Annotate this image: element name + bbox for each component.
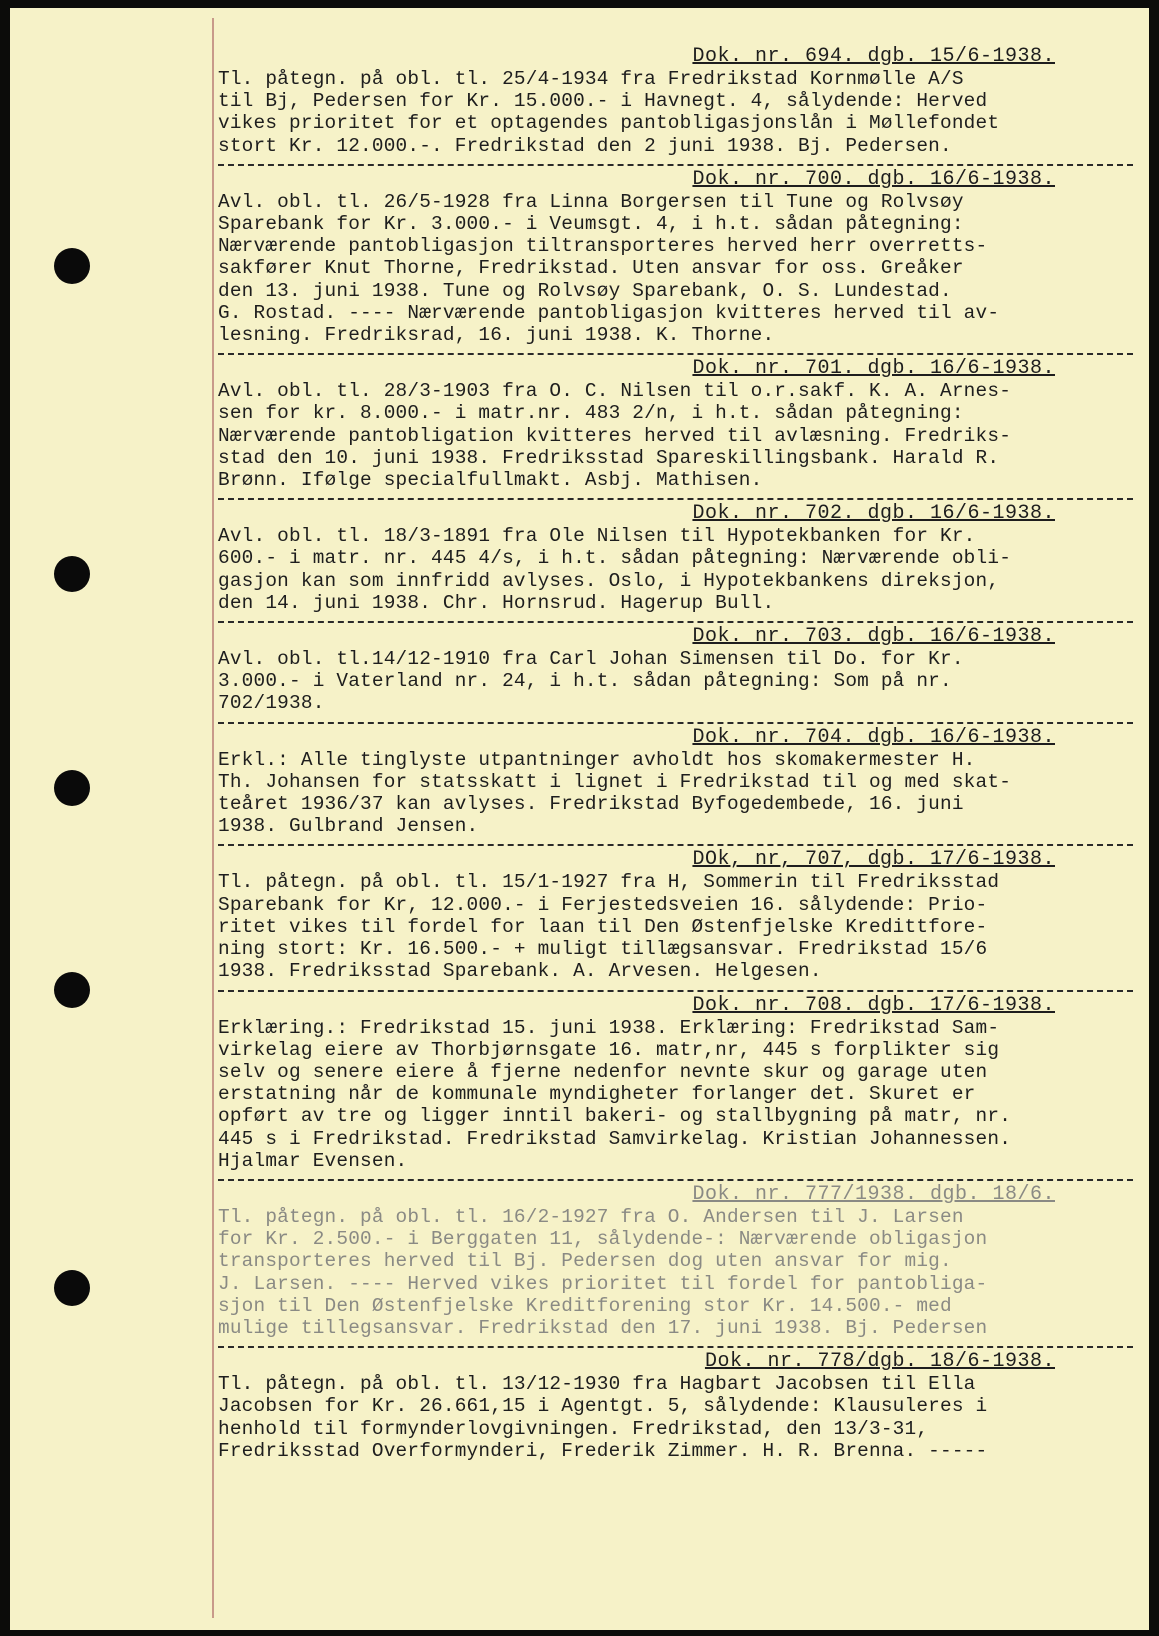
- entry-line: vikes prioritet for et optagendes pantobligasjonslån i Møllefondet: [218, 112, 1000, 135]
- entry-line: 702/1938.: [218, 692, 325, 715]
- entry-line: for Kr. 2.500.- i Berggaten 11, sålydende-: Nærværende obligasjon: [218, 1228, 988, 1251]
- document-entry-faded: [218, 1184, 1133, 1348]
- entry-line: ning stort: Kr. 16.500.- + muligt tillægsansvar. Fredrikstad 15/6: [218, 938, 988, 961]
- divider: [218, 1346, 1133, 1348]
- entry-line: 600.- i matr. nr. 445 4/s, i h.t. sådan påtegning: Nærværende obli-: [218, 547, 1012, 570]
- entry-line: den 14. juni 1938. Chr. Hornsrud. Hagerup Bull.: [218, 591, 775, 614]
- divider: [218, 844, 1133, 846]
- entry-line: Erkl.: Alle tinglyste utpantninger avholdt hos skomakermester H.: [218, 748, 976, 771]
- entry-line: opført av tre og ligger inntil bakeri- og stallbygning på matr, nr.: [218, 1105, 1012, 1128]
- entry-line: 1938. Fredriksstad Sparebank. A. Arvesen. Helgesen.: [218, 960, 822, 983]
- entry-line: Hjalmar Evensen.: [218, 1149, 408, 1172]
- entry-line: 3.000.- i Vaterland nr. 24, i h.t. sådan påtegning: Som på nr.: [218, 670, 952, 693]
- entry-heading: Dok. nr. 708. dgb. 17/6-1938.: [692, 993, 1055, 1017]
- entry-line: Sparebank for Kr, 12.000.- i Ferjestedsveien 16. sålydende: Prio-: [218, 893, 988, 916]
- document-entry: [218, 503, 1133, 623]
- entry-line: til Bj, Pedersen for Kr. 15.000.- i Havnegt. 4, sålydende: Herved: [218, 90, 988, 113]
- entry-line: Avl. obl. tl. 28/3-1903 fra O. C. Nilsen til o.r.sakf. K. A. Arnes-: [218, 380, 1012, 403]
- entry-line: sjon til Den Østenfjelske Kreditforening stor Kr. 14.500.- med: [218, 1294, 952, 1317]
- entry-line: J. Larsen. ---- Herved vikes prioritet til fordel for pantobliga-: [218, 1272, 988, 1295]
- divider: [218, 990, 1133, 992]
- entry-heading: Dok. nr. 703. dgb. 16/6-1938.: [692, 625, 1055, 649]
- entry-line: sen for kr. 8.000.- i matr.nr. 483 2/n, i h.t. sådan påtegning:: [218, 402, 964, 425]
- entry-line: transporteres herved til Bj. Pedersen dog uten ansvar for mig.: [218, 1250, 952, 1273]
- entry-heading: Dok. nr. 704. dgb. 16/6-1938.: [692, 725, 1055, 749]
- divider: [218, 164, 1133, 166]
- document-entry: [218, 358, 1133, 500]
- punch-hole: [54, 248, 90, 284]
- entry-heading: Dok. nr. 702. dgb. 16/6-1938.: [692, 502, 1055, 526]
- entry-heading: DOk, nr, 707, dgb. 17/6-1938.: [692, 848, 1055, 872]
- entry-heading: Dok. nr. 778/dgb. 18/6-1938.: [704, 1350, 1055, 1374]
- document-entry: [218, 1351, 1133, 1462]
- entry-heading: Dok. nr. 694. dgb. 15/6-1938.: [692, 45, 1055, 68]
- entry-heading: Dok. nr. 700. dgb. 16/6-1938.: [692, 167, 1055, 191]
- entry-line: henhold til formynderlovgivningen. Fredrikstad, den 13/3-31,: [218, 1417, 929, 1440]
- entry-line: erstatning når de kommunale myndigheter forlanger det. Skuret er: [218, 1083, 976, 1106]
- divider: [218, 621, 1133, 623]
- entry-line: Avl. obl. tl.14/12-1910 fra Carl Johan Simensen til Do. for Kr.: [218, 648, 964, 671]
- divider: [218, 353, 1133, 355]
- entry-line: Brønn. Ifølge specialfullmakt. Asbj. Mathisen.: [218, 469, 763, 492]
- entry-heading: Dok. nr. 777/1938. dgb. 18/6.: [692, 1182, 1055, 1206]
- entry-line: Avl. obl. tl. 18/3-1891 fra Ole Nilsen til Hypotekbanken for Kr.: [218, 525, 976, 548]
- entry-line: selv og senere eiere å fjerne nedenfor nevnte skur og garage uten: [218, 1060, 988, 1083]
- entry-line: virkelag eiere av Thorbjørnsgate 16. matr,nr, 445 s forplikter sig: [218, 1038, 1000, 1061]
- entry-line: mulige tillegsansvar. Fredrikstad den 17. juni 1938. Bj. Pedersen: [218, 1316, 988, 1339]
- entry-line: 1938. Gulbrand Jensen.: [218, 815, 479, 838]
- entry-line: stad den 10. juni 1938. Fredriksstad Spareskillingsbank. Harald R.: [218, 446, 1000, 469]
- document-entry: [218, 46, 1133, 166]
- punch-hole: [54, 1270, 90, 1306]
- entry-line: Tl. påtegn. på obl. tl. 16/2-1927 fra O. Andersen til J. Larsen: [218, 1205, 964, 1228]
- document-entry: [218, 626, 1133, 724]
- document-entry: [218, 169, 1133, 355]
- document-entry: [218, 995, 1133, 1181]
- entry-line: Erklæring.: Fredrikstad 15. juni 1938. Erklæring: Fredrikstad Sam-: [218, 1016, 1000, 1039]
- entry-line: Avl. obl. tl. 26/5-1928 fra Linna Borgersen til Tune og Rolvsøy: [218, 190, 964, 213]
- entry-line: Tl. påtegn. på obl. tl. 25/4-1934 fra Fredrikstad Kornmølle A/S: [218, 68, 964, 90]
- margin-line: [212, 18, 214, 1618]
- entry-line: gasjon kan som innfridd avlyses. Oslo, i Hypotekbankens direksjon,: [218, 569, 1000, 592]
- entry-line: lesning. Fredriksrad, 16. juni 1938. K. Thorne.: [218, 324, 775, 347]
- document-entry: [218, 849, 1133, 991]
- entry-line: ritet vikes til fordel for laan til Den Østenfjelske Kredittfore-: [218, 915, 988, 938]
- entry-line: Nærværende pantobligation kvitteres herved til avlæsning. Fredriks-: [218, 424, 1012, 447]
- entry-line: G. Rostad. ---- Nærværende pantobligasjon kvitteres herved til av-: [218, 301, 1000, 324]
- entry-line: sakfører Knut Thorne, Fredrikstad. Uten ansvar for oss. Greåker: [218, 257, 964, 280]
- entry-line: Th. Johansen for statsskatt i lignet i Fredrikstad til og med skat-: [218, 770, 1012, 793]
- entries-list: [218, 46, 1133, 1462]
- entry-line: Jacobsen for Kr. 26.661,15 i Agentgt. 5, sålydende: Klausuleres i: [218, 1395, 988, 1418]
- punch-hole: [54, 770, 90, 806]
- entry-line: Tl. påtegn. på obl. tl. 15/1-1927 fra H, Sommerin til Fredriksstad: [218, 871, 1000, 894]
- entry-line: Nærværende pantobligasjon tiltransporteres herved herr overretts-: [218, 235, 988, 258]
- divider: [218, 498, 1133, 500]
- entry-line: den 13. juni 1938. Tune og Rolvsøy Sparebank, O. S. Lundestad.: [218, 279, 952, 302]
- entry-line: Tl. påtegn. på obl. tl. 13/12-1930 fra Hagbart Jacobsen til Ella: [218, 1373, 976, 1396]
- entry-line: 445 s i Fredrikstad. Fredrikstad Samvirkelag. Kristian Johannessen.: [218, 1127, 1012, 1150]
- divider: [218, 1179, 1133, 1181]
- entry-heading: Dok. nr. 701. dgb. 16/6-1938.: [692, 357, 1055, 381]
- punch-hole: [54, 556, 90, 592]
- document-entry: [218, 727, 1133, 847]
- punch-hole: [54, 972, 90, 1008]
- entry-line: stort Kr. 12.000.-. Fredrikstad den 2 juni 1938. Bj. Pedersen.: [218, 134, 952, 157]
- entry-line: Sparebank for Kr. 3.000.- i Veumsgt. 4, i h.t. sådan påtegning:: [218, 213, 964, 236]
- entry-line: Fredriksstad Overformynderi, Frederik Zimmer. H. R. Brenna. -----: [218, 1439, 988, 1462]
- document-page: [10, 8, 1149, 1630]
- entry-line: teåret 1936/37 kan avlyses. Fredrikstad Byfogedembede, 16. juni: [218, 793, 964, 816]
- divider: [218, 722, 1133, 724]
